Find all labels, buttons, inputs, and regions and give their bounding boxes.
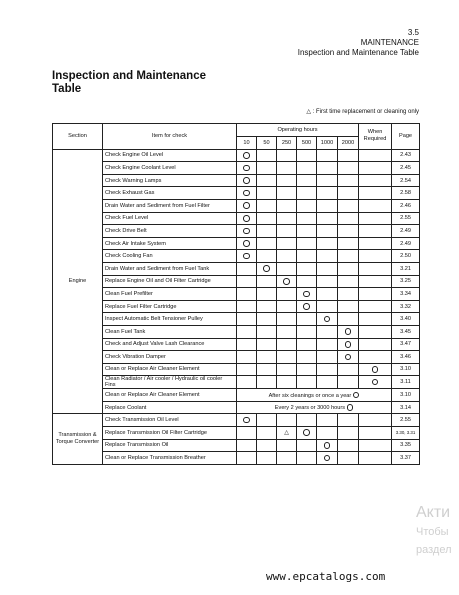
table-row — [53, 351, 420, 364]
check-item: Inspect Automatic Belt Tensioner Pulley — [103, 313, 237, 326]
when-required-cell — [359, 250, 392, 263]
hours-cell — [317, 300, 338, 313]
hours-cell — [317, 313, 338, 326]
circle-mark-icon — [345, 328, 352, 335]
table-row — [53, 376, 420, 389]
circle-mark-icon — [353, 392, 360, 399]
interval-note-text: After six cleanings or once a year — [268, 392, 352, 399]
site-url: www.epcatalogs.com — [266, 570, 386, 583]
hours-cell — [257, 149, 277, 162]
circle-mark-icon — [345, 354, 352, 361]
hours-cell — [277, 187, 297, 200]
when-required-cell — [359, 174, 392, 187]
hours-header: 10 — [237, 136, 257, 149]
when-required-cell — [359, 187, 392, 200]
page-ref: 3.21 — [392, 262, 420, 275]
circle-mark-icon — [303, 429, 310, 436]
table-row — [53, 212, 420, 225]
hours-cell — [338, 237, 359, 250]
circle-mark-icon — [243, 240, 250, 247]
hours-cell — [237, 325, 257, 338]
hours-cell — [237, 162, 257, 175]
hours-cell — [237, 300, 257, 313]
hours-cell — [317, 262, 338, 275]
check-item: Clean or Replace Air Cleaner Element — [103, 389, 237, 402]
check-item: Check Engine Coolant Level — [103, 162, 237, 175]
circle-mark-icon — [324, 316, 331, 323]
when-required-cell — [359, 439, 392, 452]
when-required-cell — [359, 162, 392, 175]
page-header — [298, 28, 419, 58]
when-required-cell — [359, 351, 392, 364]
hours-cell — [277, 452, 297, 465]
hours-header: 2000 — [338, 136, 359, 149]
hours-cell — [237, 439, 257, 452]
interval-note — [237, 389, 392, 402]
table-row — [53, 174, 420, 187]
interval-note — [237, 401, 392, 414]
hours-cell — [237, 363, 257, 376]
page-ref: 2.55 — [392, 414, 420, 427]
circle-mark-icon — [324, 442, 331, 449]
triangle-mark-icon: △ — [284, 430, 289, 437]
page-ref: 2.50 — [392, 250, 420, 263]
table-row — [53, 452, 420, 465]
hours-cell — [338, 275, 359, 288]
hours-cell — [338, 262, 359, 275]
table-row — [53, 275, 420, 288]
hours-cell — [237, 149, 257, 162]
hours-cell — [338, 212, 359, 225]
hours-cell — [297, 351, 317, 364]
table-row — [53, 313, 420, 326]
hours-cell — [338, 427, 359, 440]
hours-cell — [277, 174, 297, 187]
hours-cell — [297, 427, 317, 440]
hours-cell — [317, 325, 338, 338]
hours-cell — [317, 162, 338, 175]
when-required-cell — [359, 300, 392, 313]
when-required-header: When Required — [359, 124, 392, 150]
hours-cell — [317, 439, 338, 452]
hours-cell — [277, 275, 297, 288]
circle-mark-icon — [243, 215, 250, 222]
hours-header: 1000 — [317, 136, 338, 149]
page-ref: 2.49 — [392, 225, 420, 238]
check-item: Clean Radiator / Air cooler / Hydraulic oil cooler Fins — [103, 376, 237, 389]
hours-header: 250 — [277, 136, 297, 149]
page-number: 3.5 — [407, 28, 419, 37]
section-header: Section — [53, 124, 103, 150]
table-row — [53, 401, 420, 414]
hours-cell — [338, 325, 359, 338]
circle-mark-icon — [347, 404, 354, 411]
hours-header: 50 — [257, 136, 277, 149]
circle-mark-icon — [345, 341, 352, 348]
hours-cell — [297, 376, 317, 389]
table-row — [53, 187, 420, 200]
table-row — [53, 300, 420, 313]
when-required-cell — [359, 427, 392, 440]
hours-cell — [257, 452, 277, 465]
page-ref: 3.14 — [392, 401, 420, 414]
table-row — [53, 250, 420, 263]
check-item: Check Vibration Damper — [103, 351, 237, 364]
hours-cell — [317, 212, 338, 225]
hours-cell — [338, 338, 359, 351]
hours-cell — [297, 275, 317, 288]
inspection-table — [52, 123, 420, 465]
hours-cell — [257, 363, 277, 376]
page-ref: 3.34 — [392, 288, 420, 301]
hours-cell — [257, 250, 277, 263]
page-ref: 3.40 — [392, 313, 420, 326]
item-header: Item for check — [103, 124, 237, 150]
hours-cell — [237, 452, 257, 465]
hours-cell — [297, 452, 317, 465]
page-title — [52, 70, 206, 96]
hours-cell — [257, 237, 277, 250]
hours-cell — [317, 187, 338, 200]
hours-cell — [338, 162, 359, 175]
when-required-cell — [359, 149, 392, 162]
hours-cell — [297, 250, 317, 263]
hours-cell — [338, 225, 359, 238]
table-row — [53, 325, 420, 338]
hours-cell — [277, 414, 297, 427]
page-ref: 2.54 — [392, 174, 420, 187]
hours-cell — [297, 262, 317, 275]
hours-cell — [237, 313, 257, 326]
hours-cell — [277, 262, 297, 275]
table-row — [53, 338, 420, 351]
page-ref: 3.30, 3.31 — [392, 427, 420, 440]
when-required-cell — [359, 275, 392, 288]
subsection-name: Inspection and Maintenance Table — [297, 48, 419, 57]
page-ref: 2.58 — [392, 187, 420, 200]
check-item: Replace Transmission Oil — [103, 439, 237, 452]
hours-cell — [237, 187, 257, 200]
hours-cell — [338, 199, 359, 212]
check-item: Clean Fuel Tank — [103, 325, 237, 338]
when-required-cell — [359, 414, 392, 427]
check-item: Check Transmission Oil Level — [103, 414, 237, 427]
check-item: Drain Water and Sediment from Fuel Tank — [103, 262, 237, 275]
check-item: Clean Fuel Prefilter — [103, 288, 237, 301]
check-item: Check Engine Oil Level — [103, 149, 237, 162]
hours-cell — [297, 237, 317, 250]
page-header-cell: Page — [392, 124, 420, 150]
hours-cell — [277, 288, 297, 301]
operating-hours-header: Operating hours — [237, 124, 359, 137]
hours-cell — [257, 187, 277, 200]
hours-cell — [317, 250, 338, 263]
hours-cell — [297, 199, 317, 212]
hours-cell — [277, 199, 297, 212]
table-row — [53, 262, 420, 275]
table-body — [53, 149, 420, 464]
hours-cell — [237, 199, 257, 212]
page-ref: 3.46 — [392, 351, 420, 364]
hours-cell — [277, 250, 297, 263]
hours-cell — [237, 174, 257, 187]
hours-cell — [297, 212, 317, 225]
page-ref: 3.47 — [392, 338, 420, 351]
hours-cell — [338, 149, 359, 162]
hours-cell — [297, 414, 317, 427]
hours-cell — [237, 250, 257, 263]
hours-cell — [257, 427, 277, 440]
page-ref: 3.32 — [392, 300, 420, 313]
hours-cell — [237, 427, 257, 440]
hours-cell — [297, 149, 317, 162]
when-required-cell — [359, 376, 392, 389]
circle-mark-icon — [243, 417, 250, 424]
circle-mark-icon — [303, 291, 310, 298]
hours-header: 500 — [297, 136, 317, 149]
title-line-1: Inspection and Maintenance — [52, 70, 206, 82]
circle-mark-icon — [243, 190, 250, 197]
hours-cell — [317, 452, 338, 465]
page-ref: 2.49 — [392, 237, 420, 250]
check-item: Replace Engine Oil and Oil Filter Cartridge — [103, 275, 237, 288]
circle-mark-icon — [372, 379, 379, 386]
hours-cell — [257, 262, 277, 275]
hours-cell — [257, 439, 277, 452]
page-ref: 3.10 — [392, 389, 420, 402]
when-required-cell — [359, 237, 392, 250]
check-item: Check Air Intake System — [103, 237, 237, 250]
hours-cell — [317, 237, 338, 250]
hours-cell — [317, 376, 338, 389]
hours-cell — [277, 338, 297, 351]
check-item: Check Warning Lamps — [103, 174, 237, 187]
hours-cell — [317, 275, 338, 288]
hours-cell — [237, 351, 257, 364]
check-item: Clean or Replace Transmission Breather — [103, 452, 237, 465]
hours-cell — [317, 414, 338, 427]
hours-cell — [257, 162, 277, 175]
page-ref: 3.11 — [392, 376, 420, 389]
hours-cell — [338, 363, 359, 376]
hours-cell — [277, 439, 297, 452]
check-item: Check and Adjust Valve Lash Clearance — [103, 338, 237, 351]
watermark-line: Чтобы — [416, 526, 449, 538]
hours-cell — [338, 439, 359, 452]
hours-cell — [297, 363, 317, 376]
hours-cell — [277, 325, 297, 338]
table-row — [53, 225, 420, 238]
hours-cell — [237, 262, 257, 275]
hours-cell — [237, 414, 257, 427]
table-row — [53, 288, 420, 301]
page-ref: 3.35 — [392, 439, 420, 452]
circle-mark-icon — [243, 152, 250, 159]
circle-mark-icon — [243, 202, 250, 209]
hours-cell — [257, 313, 277, 326]
circle-mark-icon — [283, 278, 290, 285]
circle-mark-icon — [263, 265, 270, 272]
table-row — [53, 439, 420, 452]
hours-cell — [257, 212, 277, 225]
hours-cell — [237, 225, 257, 238]
hours-cell — [257, 300, 277, 313]
hours-cell — [338, 376, 359, 389]
hours-cell — [338, 452, 359, 465]
hours-cell — [237, 275, 257, 288]
watermark-line: раздел — [416, 544, 452, 556]
hours-cell — [297, 174, 317, 187]
hours-cell — [257, 199, 277, 212]
hours-cell — [277, 225, 297, 238]
hours-cell — [317, 427, 338, 440]
check-item: Check Exhaust Gas — [103, 187, 237, 200]
circle-mark-icon — [243, 228, 250, 235]
when-required-cell — [359, 225, 392, 238]
hours-cell — [277, 376, 297, 389]
section-name: Engine — [53, 149, 103, 414]
hours-cell — [257, 338, 277, 351]
check-item: Replace Transmission Oil Filter Cartridge — [103, 427, 237, 440]
hours-cell — [277, 212, 297, 225]
when-required-cell — [359, 262, 392, 275]
hours-cell — [297, 338, 317, 351]
hours-cell — [317, 363, 338, 376]
page-ref: 3.25 — [392, 275, 420, 288]
hours-cell — [297, 162, 317, 175]
hours-cell — [257, 351, 277, 364]
hours-cell — [338, 313, 359, 326]
table-row — [53, 149, 420, 162]
hours-cell — [297, 187, 317, 200]
hours-cell — [237, 288, 257, 301]
circle-mark-icon — [303, 303, 310, 310]
hours-cell — [338, 414, 359, 427]
circle-mark-icon — [372, 366, 379, 373]
when-required-cell — [359, 363, 392, 376]
hours-cell — [277, 149, 297, 162]
circle-mark-icon — [243, 165, 250, 172]
section-name: Transmission & Torque Converter — [53, 414, 103, 464]
page-ref: 3.37 — [392, 452, 420, 465]
hours-cell — [257, 414, 277, 427]
hours-cell — [317, 225, 338, 238]
table-row — [53, 363, 420, 376]
hours-cell — [237, 338, 257, 351]
check-item: Check Drive Belt — [103, 225, 237, 238]
page-ref: 3.10 — [392, 363, 420, 376]
watermark-line: Акти — [416, 504, 451, 521]
title-line-2: Table — [52, 83, 82, 95]
check-item: Clean or Replace Air Cleaner Element — [103, 363, 237, 376]
hours-cell — [317, 149, 338, 162]
hours-cell — [277, 162, 297, 175]
table-row — [53, 414, 420, 427]
hours-cell — [277, 300, 297, 313]
watermark-text — [416, 503, 452, 559]
hours-cell — [317, 199, 338, 212]
hours-cell — [297, 325, 317, 338]
hours-cell — [237, 212, 257, 225]
page-ref: 2.55 — [392, 212, 420, 225]
circle-mark-icon — [324, 455, 331, 462]
hours-cell — [338, 300, 359, 313]
hours-cell — [277, 237, 297, 250]
interval-note-text: Every 2 years or 3000 hours — [274, 405, 346, 412]
hours-cell — [257, 225, 277, 238]
hours-cell — [237, 376, 257, 389]
when-required-cell — [359, 288, 392, 301]
when-required-cell — [359, 212, 392, 225]
hours-cell — [237, 237, 257, 250]
hours-cell — [297, 313, 317, 326]
chapter-name: MAINTENANCE — [360, 38, 419, 47]
table-row — [53, 427, 420, 440]
hours-cell — [338, 174, 359, 187]
page-ref: 3.45 — [392, 325, 420, 338]
hours-cell — [317, 351, 338, 364]
hours-cell — [317, 174, 338, 187]
hours-cell — [338, 250, 359, 263]
circle-mark-icon — [243, 253, 250, 260]
hours-cell — [297, 288, 317, 301]
page-ref: 2.45 — [392, 162, 420, 175]
when-required-cell — [359, 199, 392, 212]
hours-cell — [277, 351, 297, 364]
hours-cell — [317, 338, 338, 351]
hours-cell — [338, 288, 359, 301]
table-row — [53, 199, 420, 212]
when-required-cell — [359, 452, 392, 465]
hours-cell — [257, 174, 277, 187]
hours-cell — [257, 275, 277, 288]
hours-cell — [257, 325, 277, 338]
check-item: Check Cooling Fan — [103, 250, 237, 263]
check-item: Replace Fuel Filter Cartridge — [103, 300, 237, 313]
when-required-cell — [359, 325, 392, 338]
hours-cell — [297, 439, 317, 452]
hours-cell — [277, 363, 297, 376]
hours-cell — [338, 351, 359, 364]
hours-cell — [297, 300, 317, 313]
hours-cell — [257, 288, 277, 301]
check-item: Check Fuel Level — [103, 212, 237, 225]
table-row — [53, 237, 420, 250]
when-required-cell — [359, 338, 392, 351]
hours-cell — [297, 225, 317, 238]
when-required-cell — [359, 313, 392, 326]
circle-mark-icon — [243, 177, 250, 184]
hours-cell — [277, 313, 297, 326]
table-row — [53, 389, 420, 402]
hours-cell — [257, 376, 277, 389]
page-ref: 2.46 — [392, 199, 420, 212]
hours-cell — [338, 187, 359, 200]
check-item: Drain Water and Sediment from Fuel Filter — [103, 199, 237, 212]
hours-cell — [317, 288, 338, 301]
table-row — [53, 162, 420, 175]
page-ref: 2.43 — [392, 149, 420, 162]
legend-note: △ : First time replacement or cleaning only — [306, 109, 419, 115]
check-item: Replace Coolant — [103, 401, 237, 414]
hours-cell — [277, 427, 297, 440]
